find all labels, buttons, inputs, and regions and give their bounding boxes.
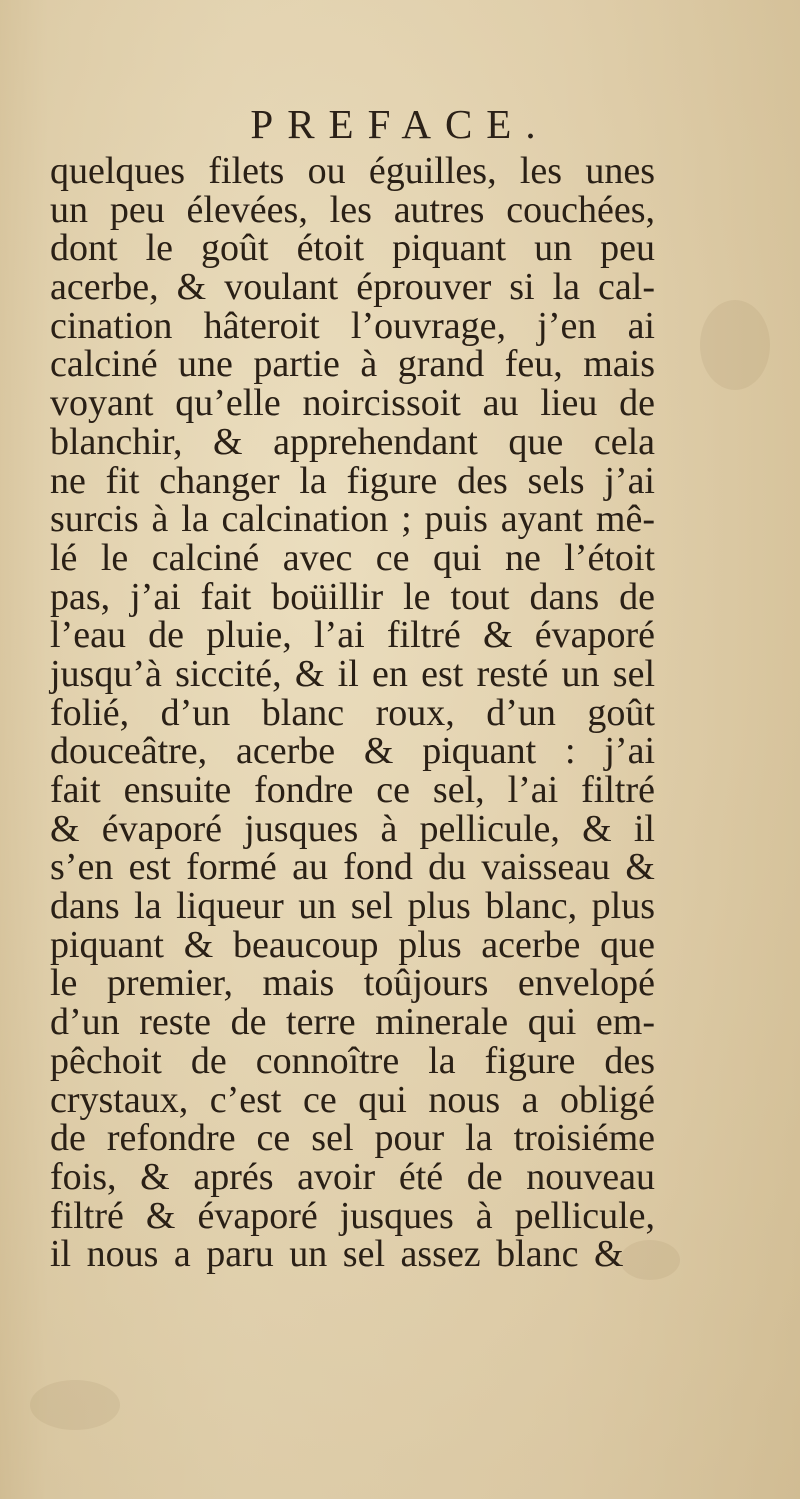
text-line: piquant & beaucoup plus acerbe que <box>50 923 655 966</box>
text-line: pêchoit de connoître la figure des <box>50 1039 655 1082</box>
text-line: filtré & évaporé jusques à pellicule, <box>50 1194 655 1237</box>
text-line: d’un reste de terre minerale qui em- <box>50 1001 655 1044</box>
text-line: folié, d’un blanc roux, d’un goût <box>50 691 655 734</box>
text-line: un peu élevées, les autres couchées, <box>50 188 655 231</box>
text-line: dont le goût étoit piquant un peu <box>50 227 655 270</box>
body-text <box>50 152 655 1274</box>
text-line: le premier, mais toûjours envelopé <box>50 962 655 1005</box>
text-line: ne fit changer la figure des sels j’ai <box>50 459 655 502</box>
text-line: voyant qu’elle noircissoit au lieu de <box>50 382 655 425</box>
text-line: fait ensuite fondre ce sel, l’ai filtré <box>50 769 655 811</box>
running-head: PREFACE. <box>250 101 550 147</box>
text-line: douceâtre, acerbe & piquant : j’ai <box>50 730 655 773</box>
text-line: pas, j’ai fait boüillir le tout dans de <box>50 575 655 618</box>
text-line: de refondre ce sel pour la troisiéme <box>50 1117 655 1160</box>
text-line: & évaporé jusques à pellicule, & il <box>50 807 655 850</box>
text-line: s’en est formé au fond du vaisseau & <box>50 846 655 889</box>
text-line: calciné une partie à grand feu, mais <box>50 343 655 386</box>
text-line: jusqu’à siccité, & il en est resté un sel <box>50 652 655 695</box>
text-line: surcis à la calcination ; puis ayant mê- <box>50 498 655 541</box>
paper-stain <box>700 300 770 390</box>
text-line: crystaux, c’est ce qui nous a obligé <box>50 1078 655 1121</box>
text-line: dans la liqueur un sel plus blanc, plus <box>50 885 655 928</box>
text-line: quelques filets ou éguilles, les unes <box>50 150 655 192</box>
text-line: fois, & aprés avoir été de nouveau <box>50 1155 655 1198</box>
paper-stain <box>30 1380 120 1430</box>
text-line: blanchir, & apprehendant que cela <box>50 420 655 463</box>
text-line: il nous a paru un sel assez blanc & <box>50 1233 624 1276</box>
text-line: acerbe, & voulant éprouver si la cal- <box>50 266 655 309</box>
text-line: lé le calciné avec ce qui ne l’étoit <box>50 536 655 579</box>
text-line: cination hâteroit l’ouvrage, j’en ai <box>50 304 655 347</box>
text-line: l’eau de pluie, l’ai filtré & évaporé <box>50 614 655 657</box>
